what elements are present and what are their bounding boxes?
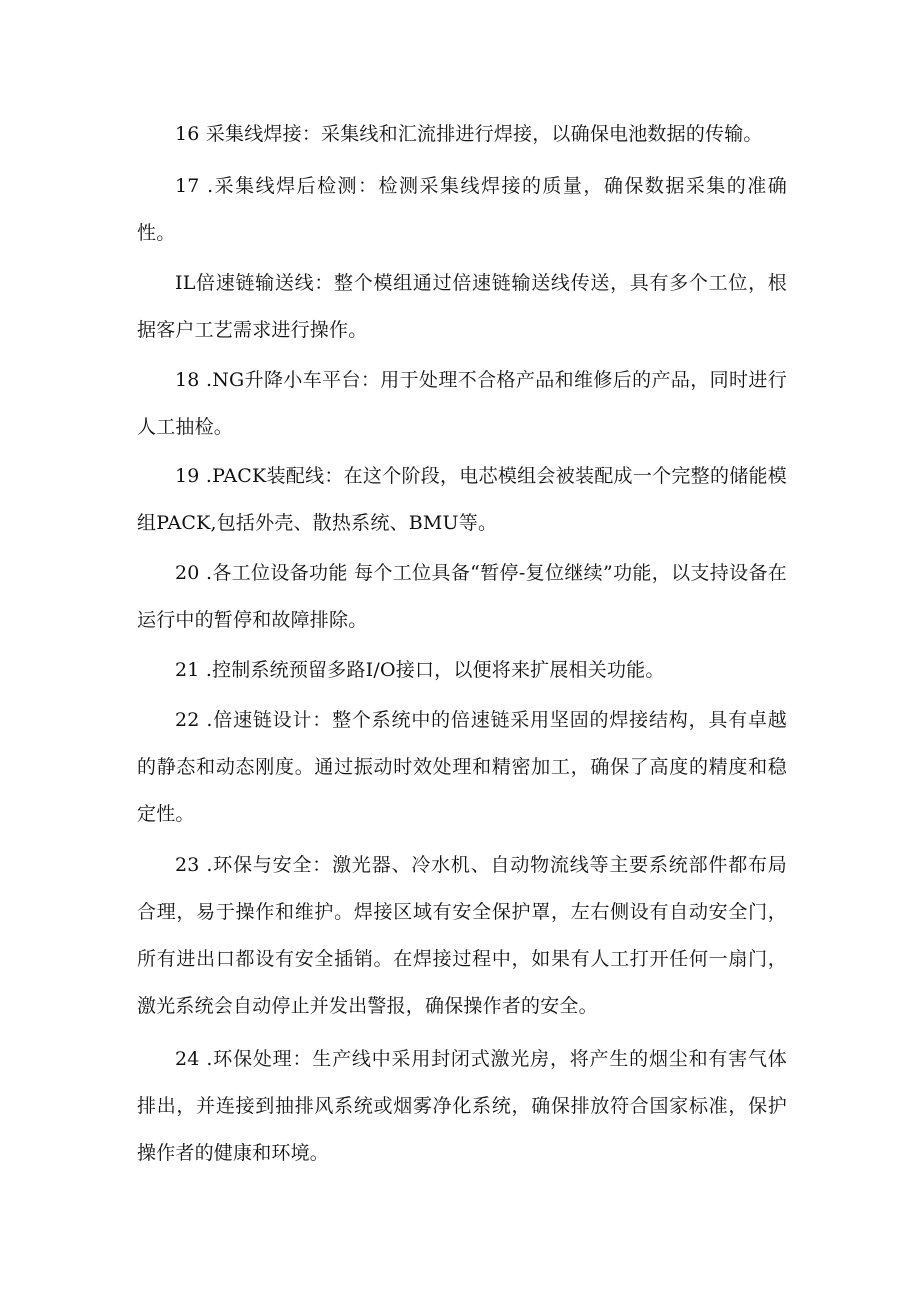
- paragraph-23: 23 .环保与安全：激光器、冷水机、自动物流线等主要系统部件都布局合理，易于操作和维护。焊接区域有安全保护罩，左右侧设有自动安全门，所有进出口都设有安全插销。在焊接过程中，如果有人工打开任何一扇门，激光系统会自动停止并发出警报，确保操作者的安全。: [137, 854, 787, 1017]
- paragraph-24: 24 .环保处理：生产线中采用封闭式激光房，将产生的烟尘和有害气体排出，并连接到抽排风系统或烟雾净化系统，确保排放符合国家标准，保护操作者的健康和环境。: [137, 1048, 787, 1164]
- paragraph-il: IL倍速链输送线：整个模组通过倍速链输送线传送，具有多个工位，根据客户工艺需求进行操作。: [137, 272, 787, 341]
- paragraph-18: 18 .NG升降小车平台：用于处理不合格产品和维修后的产品，同时进行人工抽检。: [137, 369, 787, 438]
- paragraph-16: 16 采集线焊接：采集线和汇流排进行焊接，以确保电池数据的传输。: [175, 123, 763, 145]
- paragraph-22: 22 .倍速链设计：整个系统中的倍速链采用坚固的焊接结构，具有卓越的静态和动态刚度。通过振动时效处理和精密加工，确保了高度的精度和稳定性。: [137, 709, 787, 825]
- paragraph-20: 20 .各工位设备功能 每个工位具备“暂停-复位继续”功能，以支持设备在运行中的暂停和故障排除。: [137, 562, 787, 631]
- paragraph-19: 19 .PACK装配线：在这个阶段，电芯模组会被装配成一个完整的储能模组PACK,包括外壳、散热系统、BMU等。: [137, 465, 787, 534]
- paragraph-21: 21 .控制系统预留多路I/O接口，以便将来扩展相关功能。: [175, 659, 665, 681]
- paragraph-17: 17 .采集线焊后检测：检测采集线焊接的质量，确保数据采集的准确性。: [137, 175, 787, 244]
